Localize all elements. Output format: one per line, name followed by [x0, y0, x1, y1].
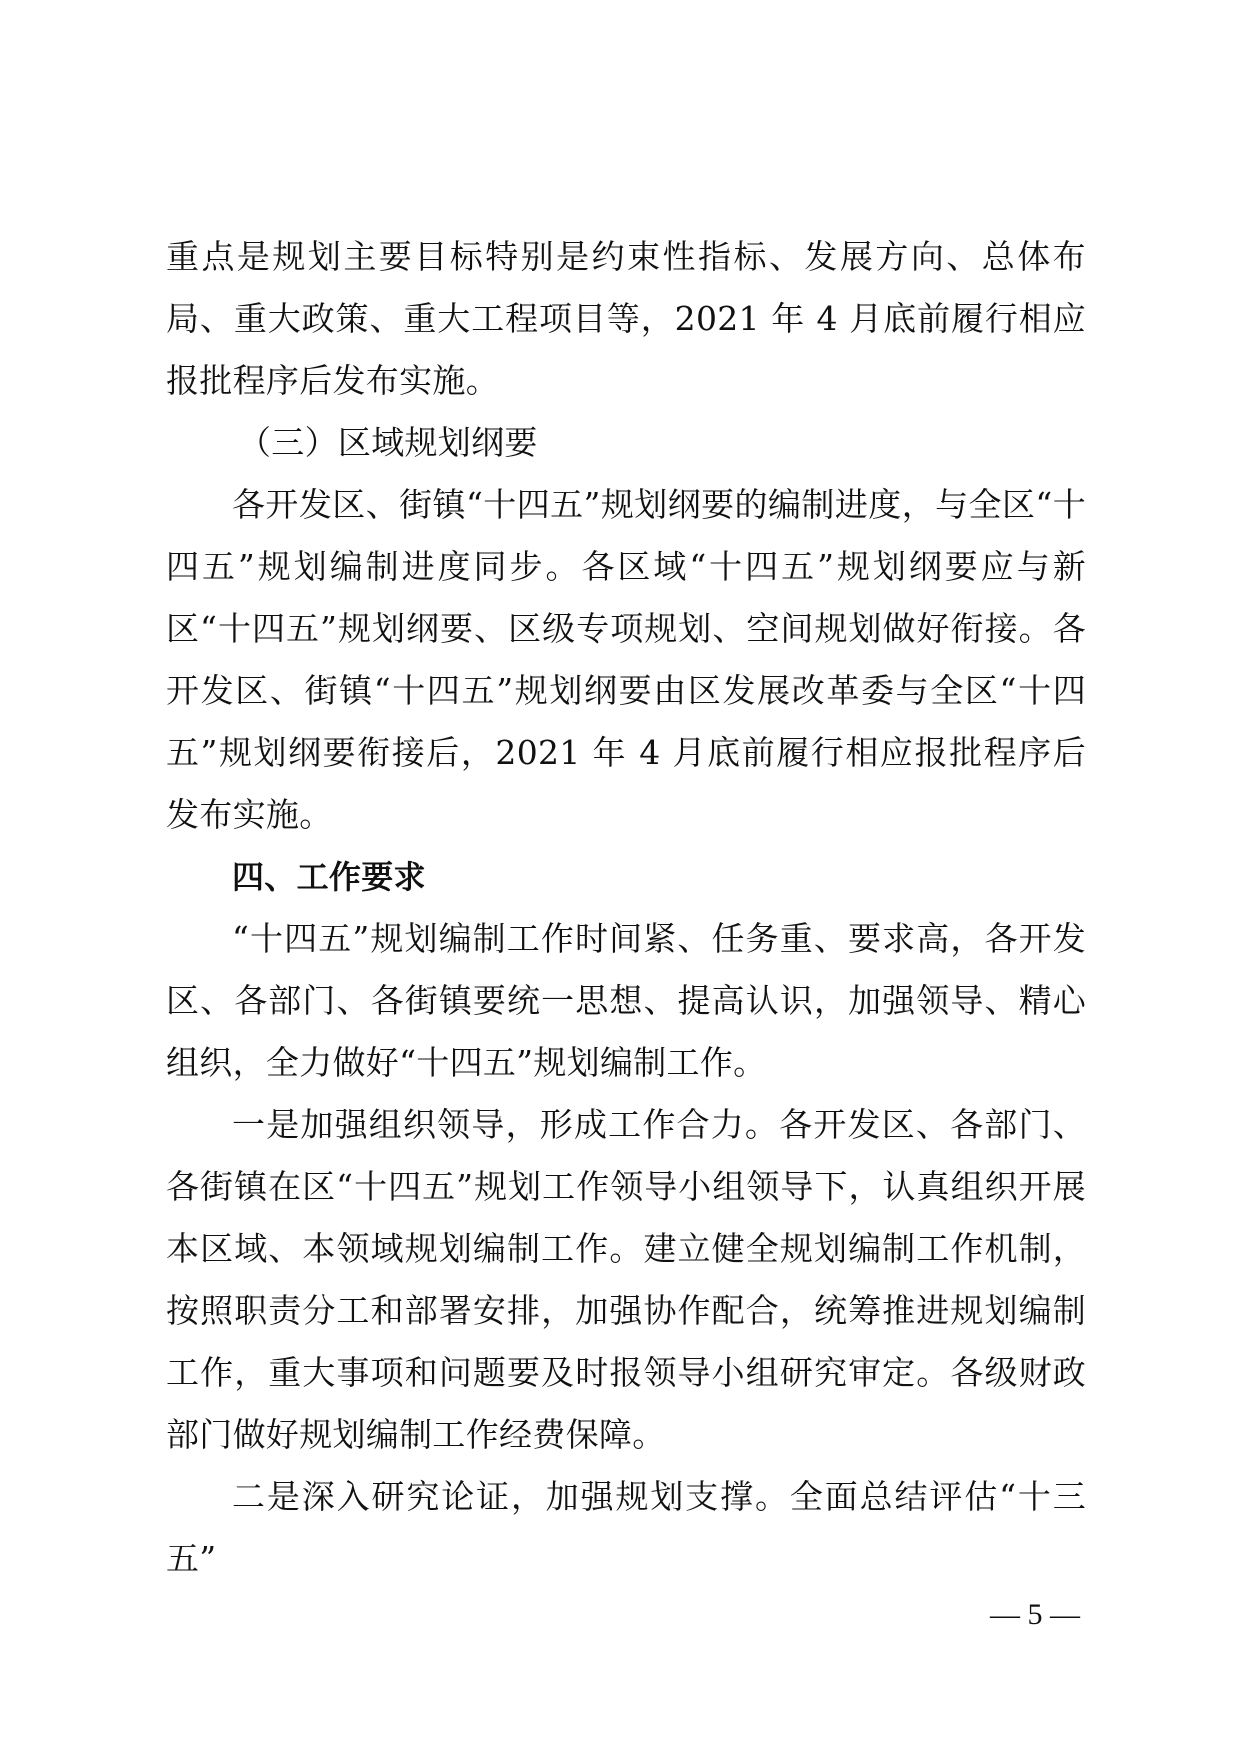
paragraph-regional-outline: 各开发区、街镇“十四五”规划纲要的编制进度，与全区“十四五”规划编制进度同步。各区域“十四五”规划纲要应与新区“十四五”规划纲要、区级专项规划、空间规划做好衔接。各开发区、街镇“十四五”规划纲要由区发展改革委与全区“十四五”规划纲要衔接后，2021 年 4 月底前履行相应报批程序后发布实施。	[166, 485, 1086, 834]
page-number: — 5 —	[990, 1598, 1080, 1631]
paragraph-research-support: 二是深入研究论证，加强规划支撑。全面总结评估“十三五”	[166, 1477, 1086, 1578]
document-body	[166, 226, 1086, 1590]
paragraph-organization-leadership: 一是加强组织领导，形成工作合力。各开发区、各部门、各街镇在区“十四五”规划工作领导小组领导下，认真组织开展本区域、本领域规划编制工作。建立健全规划编制工作机制，按照职责分工和部署安排，加强协作配合，统筹推进规划编制工作，重大事项和问题要及时报领导小组研究审定。各级财政部门做好规划编制工作经费保障。	[166, 1105, 1086, 1454]
section-heading-work-requirements: 四、工作要求	[232, 858, 426, 896]
paragraph-work-requirements: “十四五”规划编制工作时间紧、任务重、要求高，各开发区、各部门、各街镇要统一思想、提高认识，加强领导、精心组织，全力做好“十四五”规划编制工作。	[166, 919, 1086, 1082]
subheading-regional-outline: （三）区域规划纲要	[238, 423, 538, 462]
paragraph-target-release: 重点是规划主要目标特别是约束性指标、发展方向、总体布局、重大政策、重大工程项目等，2021 年 4 月底前履行相应报批程序后发布实施。	[166, 237, 1086, 400]
